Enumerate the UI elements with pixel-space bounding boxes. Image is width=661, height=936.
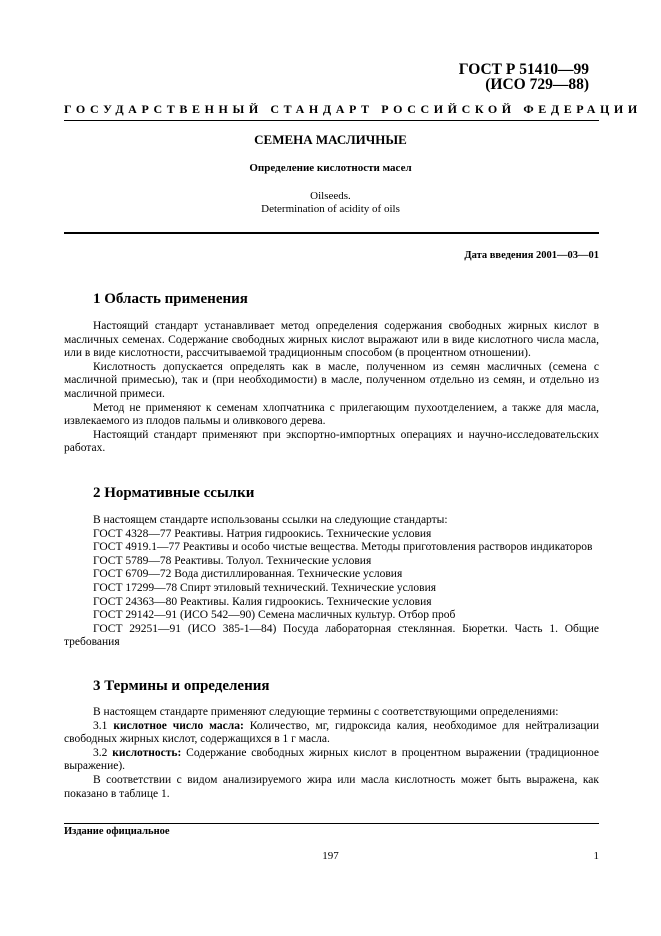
term-definition: Количество, мг, гидроксида калия, необходимое для нейтрализации свободных жирных кислот, содержащихся в 1 г масла. (64, 719, 600, 746)
term-name: кислотность: (112, 746, 182, 759)
section-3-heading: 3 Термины и определения (93, 678, 270, 694)
page-number: 197 (322, 850, 339, 862)
section-2-heading: 2 Нормативные ссылки (93, 485, 255, 501)
introduction-date: Дата введения 2001—03—01 (464, 250, 599, 261)
reference-item: ГОСТ 29142—91 (ИСО 542—90) Семена масличных культур. Отбор проб (93, 609, 456, 622)
title-rule (64, 232, 599, 234)
reference-item: ГОСТ 5789—78 Реактивы. Толуол. Технические условия (93, 554, 372, 567)
paragraph: В настоящем стандарте применяют следующие термины с соответствующими определениями: (93, 706, 559, 718)
reference-item: ГОСТ 24363—80 Реактивы. Калия гидроокись. Технические условия (93, 595, 432, 608)
document-subtitle: Определение кислотности масел (249, 162, 412, 174)
paragraph: Метод не применяют к семенам хлопчатника с прилегающим пухоотделением, а также для масла, извлекаемого из плодов пальмы и оливкового дерева. (64, 401, 599, 428)
paragraph: Настоящий стандарт применяют при экспортно-импортных операциях и научно-исследовательских работах. (64, 428, 599, 455)
paragraph: В настоящем стандарте использованы ссылки на следующие стандарты: (93, 514, 448, 526)
section-1-heading: 1 Область применения (93, 291, 248, 307)
reference-item: ГОСТ 4328—77 Реактивы. Натрия гидроокись. Технические условия (93, 527, 432, 540)
term-number: 3.1 (93, 719, 108, 732)
paragraph: Кислотность допускается определять как в масле, полученном из семян масличных (семена с масличной примесью), так и (при необходимости) в масле, полученном отдельно из семян, и отдельно из масличной примеси. (64, 360, 599, 400)
document-designation (459, 62, 589, 92)
section-1-body (64, 320, 599, 456)
sheet-number: 1 (593, 850, 599, 862)
term-name: кислотное число масла: (113, 719, 244, 732)
reference-item: ГОСТ 4919.1—77 Реактивы и особо чистые вещества. Методы приготовления растворов индикаторов (93, 541, 593, 554)
term-definition-1 (64, 720, 599, 747)
english-title (0, 190, 661, 216)
edition-label: Издание официальное (64, 826, 170, 837)
english-title-line1: Oilseeds. (310, 190, 351, 202)
gost-number: ГОСТ Р 51410—99 (458, 61, 589, 78)
section-3-body (64, 706, 599, 801)
document-title: СЕМЕНА МАСЛИЧНЫЕ (254, 132, 407, 147)
top-rule (64, 120, 599, 121)
english-title-line2: Determination of acidity of oils (261, 203, 400, 215)
reference-item: ГОСТ 29251—91 (ИСО 385-1—84) Посуда лабораторная стеклянная. Бюретки. Часть 1. Общие требования (64, 622, 599, 649)
term-definition: Содержание свободных жирных кислот в процентном выражении (традиционное выражение). (64, 746, 600, 773)
term-definition-2 (64, 747, 599, 774)
term-number: 3.2 (93, 746, 108, 759)
reference-item: ГОСТ 6709—72 Вода дистиллированная. Технические условия (93, 568, 403, 581)
reference-item: ГОСТ 17299—78 Спирт этиловый технический. Технические условия (93, 581, 437, 594)
section-2-body (64, 514, 599, 650)
footer-rule (64, 823, 599, 824)
paragraph: Настоящий стандарт устанавливает метод определения содержания свободных жирных кислот в масличных семенах. Содержание свободных жирных кислот выражают или в виде кислотного числа масла, или в виде кислотности, рассчитываемой традиционным способом (в процентном отношении). (64, 320, 599, 360)
paragraph: В соответствии с видом анализируемого жира или масла кислотность может быть выражена, как показано в таблице 1. (64, 773, 599, 800)
iso-number: (ИСО 729—88) (485, 76, 589, 93)
standard-banner: ГОСУДАРСТВЕННЫЙ СТАНДАРТ РОССИЙСКОЙ ФЕДЕРАЦИИ (64, 102, 642, 116)
